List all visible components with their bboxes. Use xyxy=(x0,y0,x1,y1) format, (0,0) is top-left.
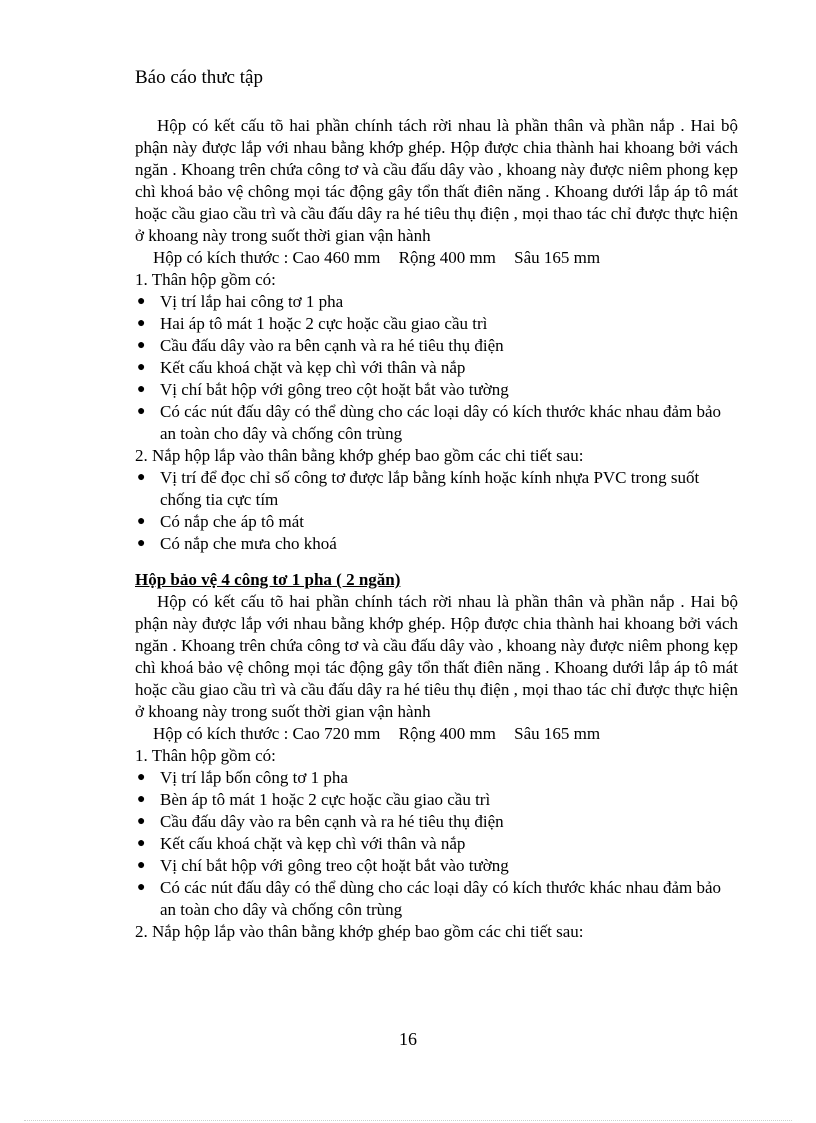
list-item: ● Vị chí bắt hộp với gông treo cột hoặt bắt vào tường xyxy=(137,380,509,399)
lid-items-list xyxy=(135,467,738,555)
lid-heading: 2. Nắp hộp lắp vào thân bằng khớp ghép bao gồm các chi tiết sau: xyxy=(135,446,584,465)
bullet-icon: ● xyxy=(137,382,146,397)
bullet-icon: ● xyxy=(137,514,146,529)
dimensions-line xyxy=(135,247,738,269)
bullet-icon: ● xyxy=(137,880,146,895)
list-item: ● Hai áp tô mát 1 hoặc 2 cực hoặc cầu giao cầu trì xyxy=(137,314,488,333)
bullet-icon: ● xyxy=(137,858,146,873)
list-item: ● Có các nút đấu dây có thể dùng cho các loại dây có kích thước khác nhau đảm bảo an toàn cho dây và chống côn trùng xyxy=(137,402,722,443)
dimension-height: Hộp có kích thước : Cao 460 mm xyxy=(153,248,381,267)
bullet-icon: ● xyxy=(137,294,146,309)
dimension-depth: Sâu 165 mm xyxy=(514,248,601,267)
bullet-icon: ● xyxy=(137,792,146,807)
bullet-icon: ● xyxy=(137,814,146,829)
section-two-meter-box xyxy=(135,115,738,943)
dimensions-line xyxy=(135,723,738,745)
list-item: ● Vị trí lắp hai công tơ 1 pha xyxy=(137,292,344,311)
bullet-icon: ● xyxy=(137,470,146,485)
list-item: ● Kết cấu khoá chặt và kẹp chì với thân và nắp xyxy=(137,358,466,377)
bullet-icon: ● xyxy=(137,836,146,851)
bullet-icon: ● xyxy=(137,536,146,551)
bullet-icon: ● xyxy=(137,338,146,353)
list-item: ● Có các nút đấu dây có thể dùng cho các loại dây có kích thước khác nhau đảm bảo an toàn cho dây và chống côn trùng xyxy=(137,878,722,919)
list-item: ● Có nắp che mưa cho khoá xyxy=(137,534,337,553)
section-title: Hộp bảo vệ 4 công tơ 1 pha ( 2 ngăn) xyxy=(135,570,401,589)
body-items-list xyxy=(135,767,738,921)
dimension-height: Hộp có kích thước : Cao 720 mm xyxy=(153,724,381,743)
bullet-icon: ● xyxy=(137,770,146,785)
bullet-icon: ● xyxy=(137,404,146,419)
lid-heading: 2. Nắp hộp lắp vào thân bằng khớp ghép bao gồm các chi tiết sau: xyxy=(135,922,584,941)
body-heading: 1. Thân hộp gồm có: xyxy=(135,746,276,765)
body-heading: 1. Thân hộp gồm có: xyxy=(135,270,276,289)
bullet-icon: ● xyxy=(137,316,146,331)
list-item: ● Vị trí để đọc chỉ số công tơ được lắp bằng kính hoặc kính nhựa PVC trong suốt chống tia cực tím xyxy=(137,468,700,509)
list-item: ● Cầu đấu dây vào ra bên cạnh và ra hé tiêu thụ điện xyxy=(137,812,504,831)
description-paragraph: Hộp có kết cấu tõ hai phần chính tách rời nhau là phần thân và phần nắp . Hai bộ phận này được lắp với nhau bằng khớp ghép. Hộp được chia thành hai khoang bởi vách ngăn . Khoang trên chứa công tơ và cầu đấu dây vào , khoang này được niêm phong kẹp chì khoá bảo vệ chông mọi tác động gây tổn thất điên năng . Khoang dưới lắp áp tô mát hoặc cầu giao cầu trì và cầu đấu dây ra hé tiêu thụ điện , mọi thao tác chỉ được thực hiện ở khoang này trong suốt thời gian vận hành xyxy=(135,116,738,245)
dimension-width: Rộng 400 mm xyxy=(398,724,496,743)
list-item: ● Vị chí bắt hộp với gông treo cột hoặt bắt vào tường xyxy=(137,856,509,875)
list-item: ● Cầu đấu dây vào ra bên cạnh và ra hé tiêu thụ điện xyxy=(137,336,504,355)
dimension-depth: Sâu 165 mm xyxy=(514,724,601,743)
list-item: ● Kết cấu khoá chặt và kẹp chì với thân và nắp xyxy=(137,834,466,853)
list-item: ● Vị trí lắp bốn công tơ 1 pha xyxy=(137,768,348,787)
list-item: ● Có nắp che áp tô mát xyxy=(137,512,304,531)
description-paragraph: Hộp có kết cấu tõ hai phần chính tách rời nhau là phần thân và phần nắp . Hai bộ phận này được lắp với nhau bằng khớp ghép. Hộp được chia thành hai khoang bởi vách ngăn . Khoang trên chứa công tơ và cầu đấu dây vào , khoang này được niêm phong kẹp chì khoá bảo vệ chông mọi tác động gây tổn thất điên năng . Khoang dưới lắp áp tô mát hoặc cầu giao cầu trì và cầu đấu dây ra hé tiêu thụ điện , mọi thao tác chỉ được thực hiện ở khoang này trong suốt thời gian vận hành xyxy=(135,592,738,721)
list-item: ● Bèn áp tô mát 1 hoặc 2 cực hoặc cầu giao cầu trì xyxy=(137,790,491,809)
body-items-list xyxy=(135,291,738,445)
dimension-width: Rộng 400 mm xyxy=(398,248,496,267)
page-header: Báo cáo thưc tập xyxy=(135,67,263,88)
bullet-icon: ● xyxy=(137,360,146,375)
page-bottom-divider xyxy=(24,1120,792,1121)
page-number: 16 xyxy=(399,1029,417,1049)
